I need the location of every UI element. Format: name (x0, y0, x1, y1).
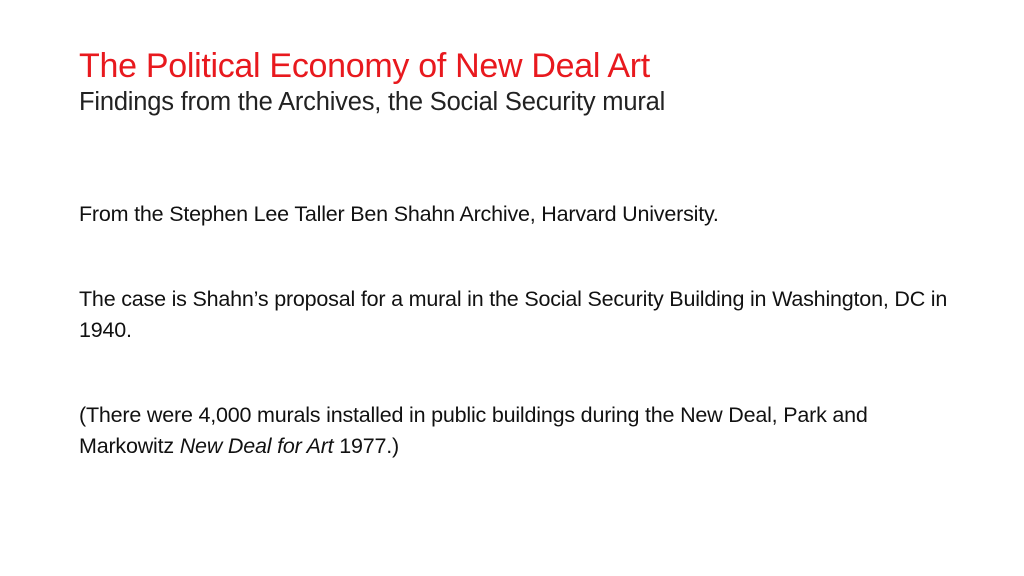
book-title-italic: New Deal for Art (179, 434, 334, 458)
title-block (79, 46, 959, 118)
paragraph-case-description: The case is Shahn’s proposal for a mural in the Social Security Building in Washington, DC in 1940. (79, 287, 948, 342)
paragraph-archive-source: From the Stephen Lee Taller Ben Shahn Archive, Harvard University. (79, 202, 719, 226)
slide-subtitle: Findings from the Archives, the Social Security mural (79, 88, 666, 116)
slide-title: The Political Economy of New Deal Art (79, 47, 650, 85)
murals-text-after: 1977.) (333, 434, 399, 458)
murals-text-before: (There were 4,000 murals installed in public buildings during the New Deal, Park and Markowitz (79, 403, 868, 458)
slide-body (79, 199, 949, 462)
paragraph-murals-count (79, 400, 949, 462)
